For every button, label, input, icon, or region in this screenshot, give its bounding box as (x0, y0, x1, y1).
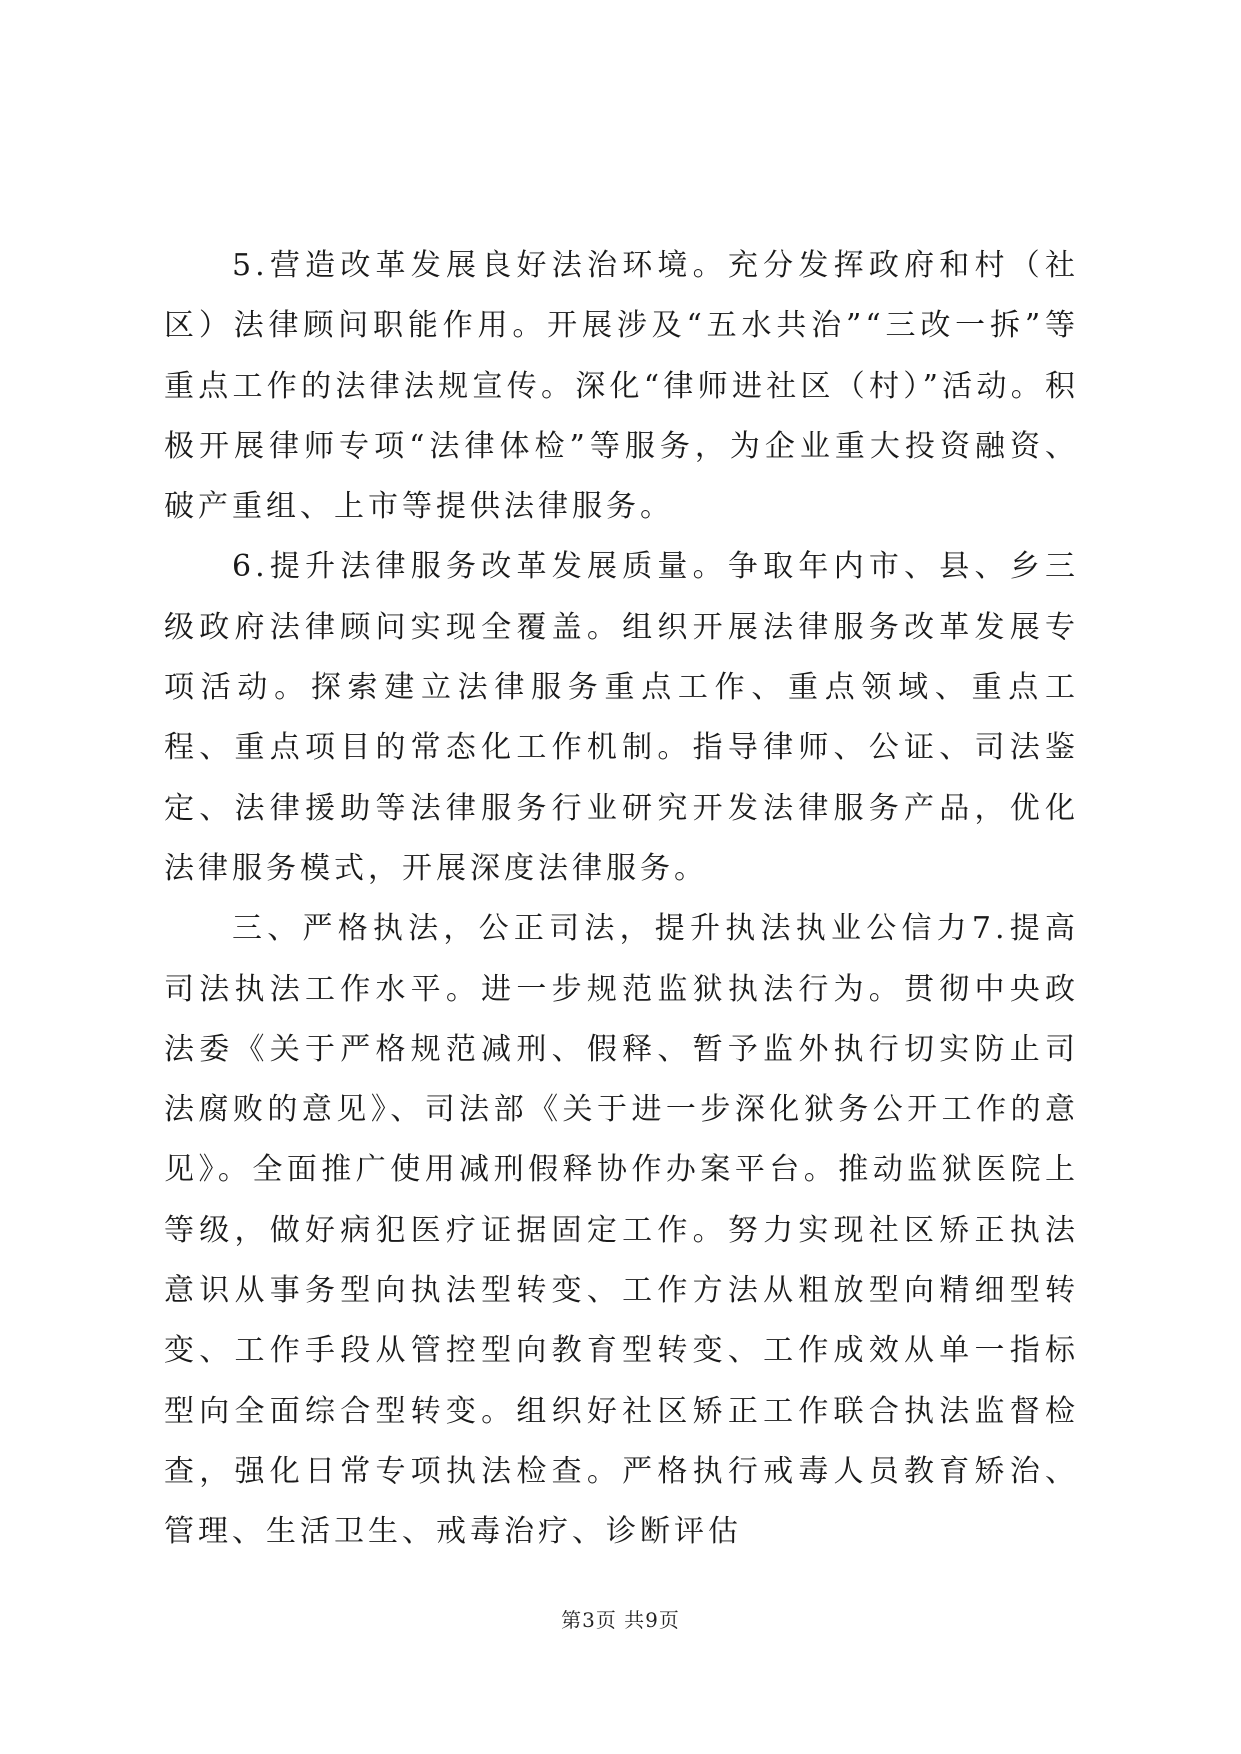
paragraph-section-3: 三、严格执法，公正司法，提升执法执业公信力7.提高司法执法工作水平。进一步规范监狱执法行为。贯彻中央政法委《关于严格规范减刑、假释、暂予监外执行切实防止司法腐败的意见》、司法部《关于进一步深化狱务公开工作的意见》。全面推广使用减刑假释协作办案平台。推动监狱医院上等级，做好病犯医疗证据固定工作。努力实现社区矫正执法意识从事务型向执法型转变、工作方法从粗放型向精细型转变、工作手段从管控型向教育型转变、工作成效从单一指标型向全面综合型转变。组织好社区矫正工作联合执法监督检查，强化日常专项执法检查。严格执行戒毒人员教育矫治、管理、生活卫生、戒毒治疗、诊断评估 (164, 911, 1079, 1550)
body-text (164, 236, 1079, 1563)
paragraph-6: 6.提升法律服务改革发展质量。争取年内市、县、乡三级政府法律顾问实现全覆盖。组织开展法律服务改革发展专项活动。探索建立法律服务重点工作、重点领域、重点工程、重点项目的常态化工作机制。指导律师、公证、司法鉴定、法律援助等法律服务行业研究开发法律服务产品，优化法律服务模式，开展深度法律服务。 (164, 549, 1079, 886)
page-number-footer: 第3页 共9页 (561, 1608, 680, 1632)
paragraph-5: 5.营造改革发展良好法治环境。充分发挥政府和村（社区）法律顾问职能作用。开展涉及“五水共治”“三改一拆”等重点工作的法律法规宣传。深化“律师进社区（村）”活动。积极开展律师专项“法律体检”等服务，为企业重大投资融资、破产重组、上市等提供法律服务。 (164, 248, 1079, 525)
